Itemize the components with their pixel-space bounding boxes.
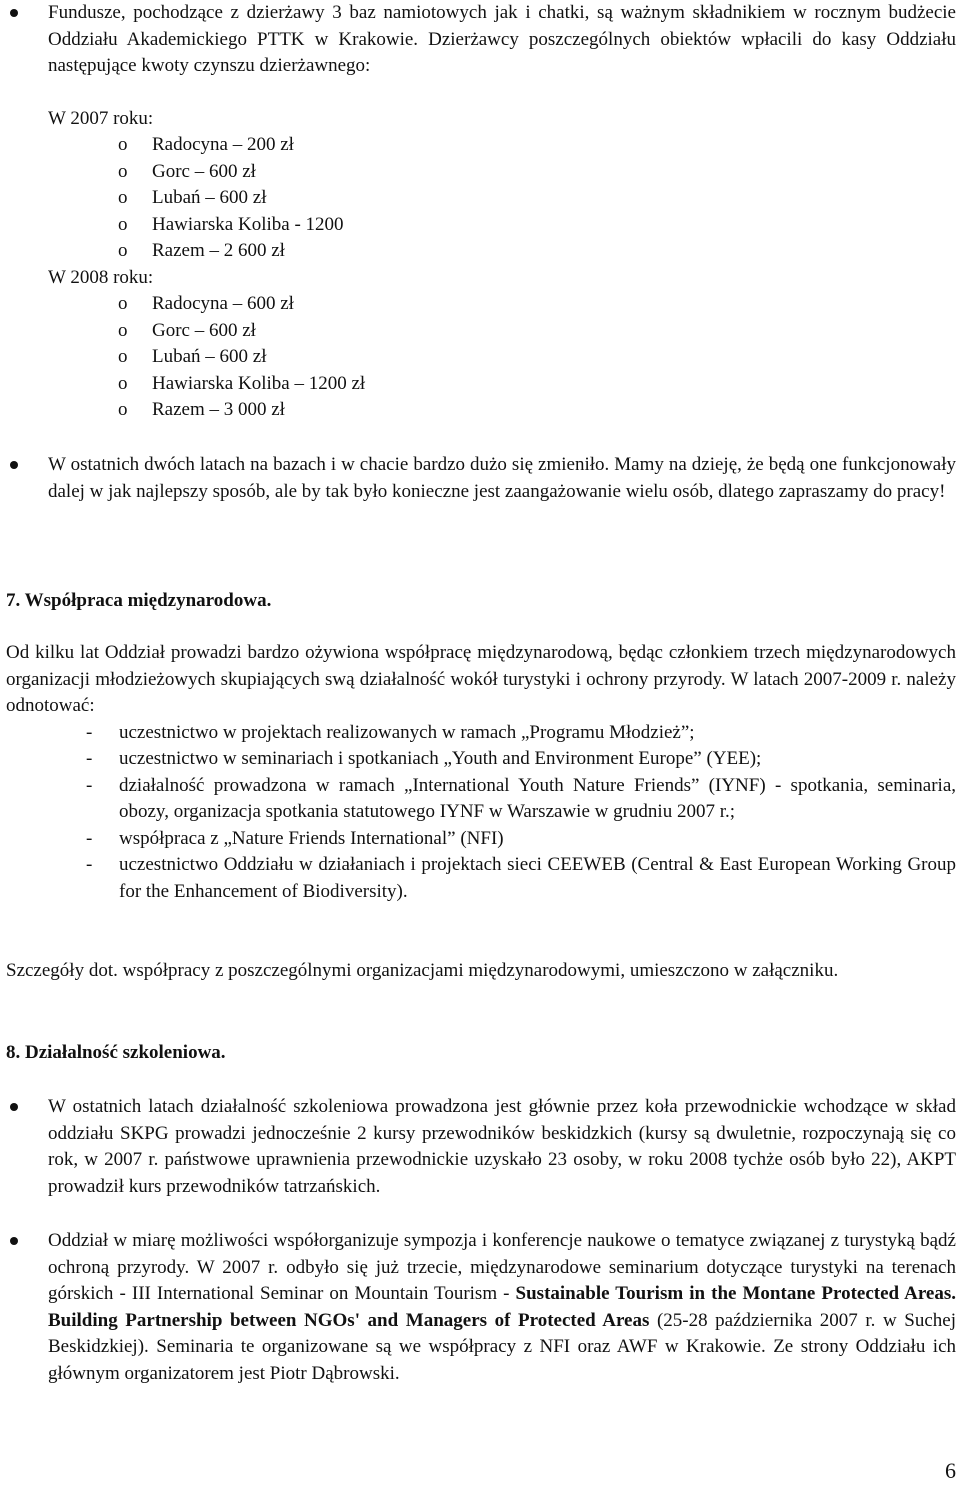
training-text: W ostatnich latach działalność szkoleniowa prowadzona jest głównie przez koła przewodnickie wchodzące w skład oddziału SKPG prowadzi jednocześnie 2 kursy przewodników beskidzkich (kursy są dwuletnie, rozpoczynają się co rok, w 2007 r. państwowe uprawnienia przewodnickie uzyskało 23 osoby, w roku 2008 tychże osób było 22), AKPT prowadził kurs przewodników tatrzańskich. (48, 1096, 956, 1197)
year-2007-label: W 2007 roku: (48, 107, 154, 129)
cooperation-list (6, 720, 956, 906)
list-item: o Radocyna – 200 zł (118, 134, 294, 155)
list-item: o Hawiarska Koliba - 1200 (118, 213, 344, 235)
list-item: o Razem – 2 600 zł (118, 240, 285, 261)
list-item: - współpraca z „Nature Friends International” (NFI) (86, 827, 504, 849)
seminar-bullet (48, 1228, 956, 1387)
section-7-intro: Od kilku lat Oddział prowadzi bardzo ożywiona współpracę międzynarodową, będąc członkiem trzech międzynarodowych organizacji młodzieżowych skupiających swą działalność wokół turystyki i ochrony przyrody. W latach 2007-2009 r. należy odnotować: (6, 642, 956, 716)
seminar-text-2: (25-28 października 2007 r. w Suchej Beskidzkiej). Seminaria te organizowane są we współpracy z NFI oraz AWF w Krakowie. Ze strony Oddziału ich głównym organizatorem jest Piotr Dąbrowski. (48, 1309, 956, 1384)
bullet-icon (10, 9, 18, 17)
section-7-heading: 7. Współpraca międzynarodowa. (6, 590, 272, 611)
year-2008-list (48, 291, 956, 424)
rent-bullet (48, 0, 956, 424)
list-item: - uczestnictwo w projektach realizowanych w ramach „Programu Młodzież”; (86, 721, 695, 743)
changes-bullet (48, 452, 956, 505)
bullet-icon (10, 1103, 18, 1111)
rent-intro-text: Fundusze, pochodzące z dzierżawy 3 baz namiotowych jak i chatki, są ważnym składnikiem w rocznym budżecie Oddziału Akademickiego PTTK w Krakowie. Dzierżawcy poszczególnych obiektów wpłacili do kasy Oddziału następujące kwoty czynszu dzierżawnego: (48, 2, 956, 76)
bullet-icon (10, 461, 18, 469)
list-item: - działalność prowadzona w ramach „International Youth Nature Friends” (IYNF) - spotkania, seminaria, obozy, organizacja spotkania statutowego IYNF w Warszawie w grudniu 2007 r.; (86, 774, 956, 822)
changes-text: W ostatnich dwóch latach na bazach i w chacie bardzo dużo się zmieniło. Mamy na dzieję, że będą one funkcjonowały dalej w jak najlepszy sposób, ale by tak było konieczne jest zaangażowanie wielu osób, dlatego zapraszamy do pracy! (48, 454, 956, 502)
list-item: - uczestnictwo Oddziału w działaniach i projektach sieci CEEWEB (Central & East European Working Group for the Enhancement of Biodiversity). (86, 854, 956, 902)
list-item: o Razem – 3 000 zł (118, 399, 285, 420)
list-item: o Gorc – 600 zł (118, 160, 256, 182)
seminar-text-1: Oddział w miarę możliwości współorganizuje sympozja i konferencje naukowe o tematyce związanej z turystyką bądź ochroną przyrody. W 2007 r. odbyło się już trzecie, międzynarodowe seminarium dotyczące turystyki na terenach górskich - III International Seminar on Mountain Tourism - (48, 1230, 956, 1304)
section-8-heading: 8. Działalność szkoleniowa. (6, 1042, 226, 1063)
list-item: o Lubań – 600 zł (118, 187, 267, 208)
year-2008-label: W 2008 roku: (48, 266, 154, 288)
list-item: - uczestnictwo w seminariach i spotkaniach „Youth and Environment Europe” (YEE); (86, 748, 762, 769)
list-item: o Lubań – 600 zł (118, 346, 267, 367)
list-item: o Gorc – 600 zł (118, 319, 256, 341)
bullet-icon (10, 1237, 18, 1245)
year-2007-list (48, 132, 956, 265)
section-7-body (6, 640, 956, 905)
section-7-details: Szczegóły dot. współpracy z poszczególnymi organizacjami międzynarodowymi, umieszczono w załączniku. (6, 960, 839, 981)
seminar-title: Sustainable Tourism in the Montane Protected Areas. Building Partnership between NGOs' and Managers of Protected Areas (48, 1283, 956, 1331)
page-number: 6 (945, 1458, 956, 1483)
list-item: o Radocyna – 600 zł (118, 293, 294, 314)
training-bullet (48, 1094, 956, 1200)
list-item: o Hawiarska Koliba – 1200 zł (118, 372, 366, 394)
